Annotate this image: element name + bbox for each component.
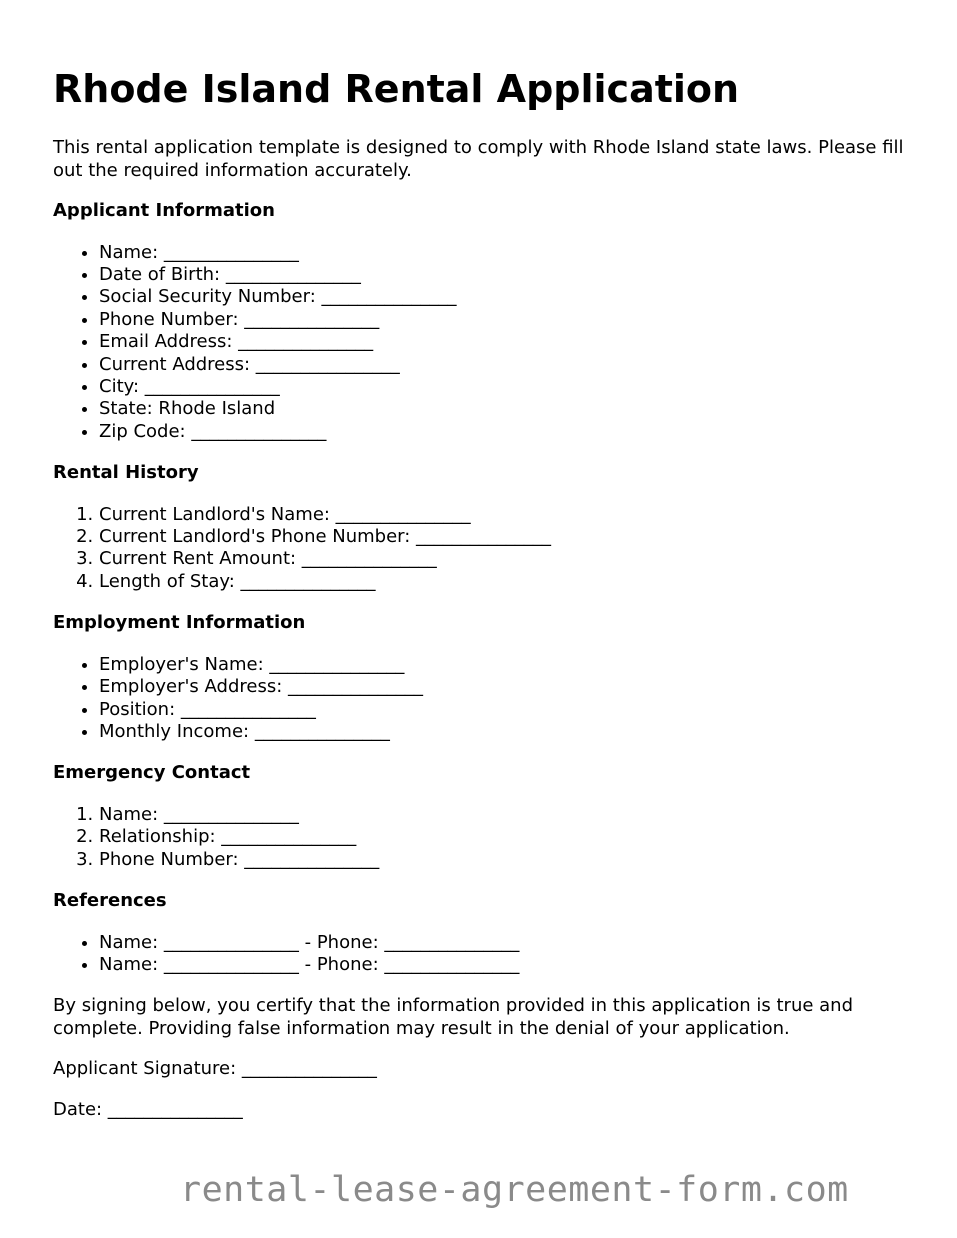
list-item: • State: Rhode Island (99, 398, 913, 420)
applicant-heading: Applicant Information (53, 200, 275, 221)
list-item: 2. Current Landlord's Phone Number: _______________ (99, 526, 913, 548)
emergency-heading: Emergency Contact (53, 762, 251, 784)
list-item: 3. Phone Number: _______________ (99, 849, 913, 871)
list-item: • Name: _______________ - Phone: _______________ (99, 954, 913, 976)
rental-history-list (53, 504, 913, 594)
certification-paragraph: By signing below, you certify that the information provided in this application is true and complete. Providing false information may result in the denial of your application. (53, 995, 854, 1039)
rental-history-heading: Rental History (53, 462, 199, 484)
references-list (53, 932, 913, 977)
list-item: 1. Current Landlord's Name: _______________ (99, 504, 913, 526)
list-item: • Zip Code: _______________ (99, 421, 913, 443)
list-item: • Monthly Income: _______________ (99, 721, 913, 743)
signature-line: Applicant Signature: _______________ (53, 1058, 377, 1080)
list-item: 2. Relationship: _______________ (99, 826, 913, 848)
list-item: • Phone Number: _______________ (99, 309, 913, 331)
list-item: 4. Length of Stay: _______________ (99, 571, 913, 593)
list-item: • Employer's Address: _______________ (99, 676, 913, 698)
list-item: • Employer's Name: _______________ (99, 654, 913, 676)
emergency-list (53, 804, 913, 871)
list-item: 1. Name: _______________ (99, 804, 913, 826)
list-item: • Name: _______________ (99, 242, 913, 264)
employment-heading: Employment Information (53, 612, 306, 634)
list-item: • Position: _______________ (99, 699, 913, 721)
intro-paragraph: This rental application template is designed to comply with Rhode Island state laws. Please fill out the required information accurately. (53, 137, 904, 181)
list-item: • Social Security Number: _______________ (99, 286, 913, 308)
date-line: Date: _______________ (53, 1098, 243, 1120)
list-item: • Date of Birth: _______________ (99, 264, 913, 286)
references-heading: References (53, 890, 167, 912)
list-item: • Name: _______________ - Phone: _______________ (99, 932, 913, 954)
list-item: 3. Current Rent Amount: _______________ (99, 548, 913, 570)
list-item: • Email Address: _______________ (99, 331, 913, 353)
page-title: Rhode Island Rental Application (53, 67, 740, 111)
list-item: • Current Address: ________________ (99, 354, 913, 376)
watermark-text: rental-lease-agreement-form.com (180, 1170, 849, 1210)
applicant-list (53, 242, 913, 444)
list-item: • City: _______________ (99, 376, 913, 398)
document-page (53, 62, 913, 1121)
employment-list (53, 654, 913, 744)
